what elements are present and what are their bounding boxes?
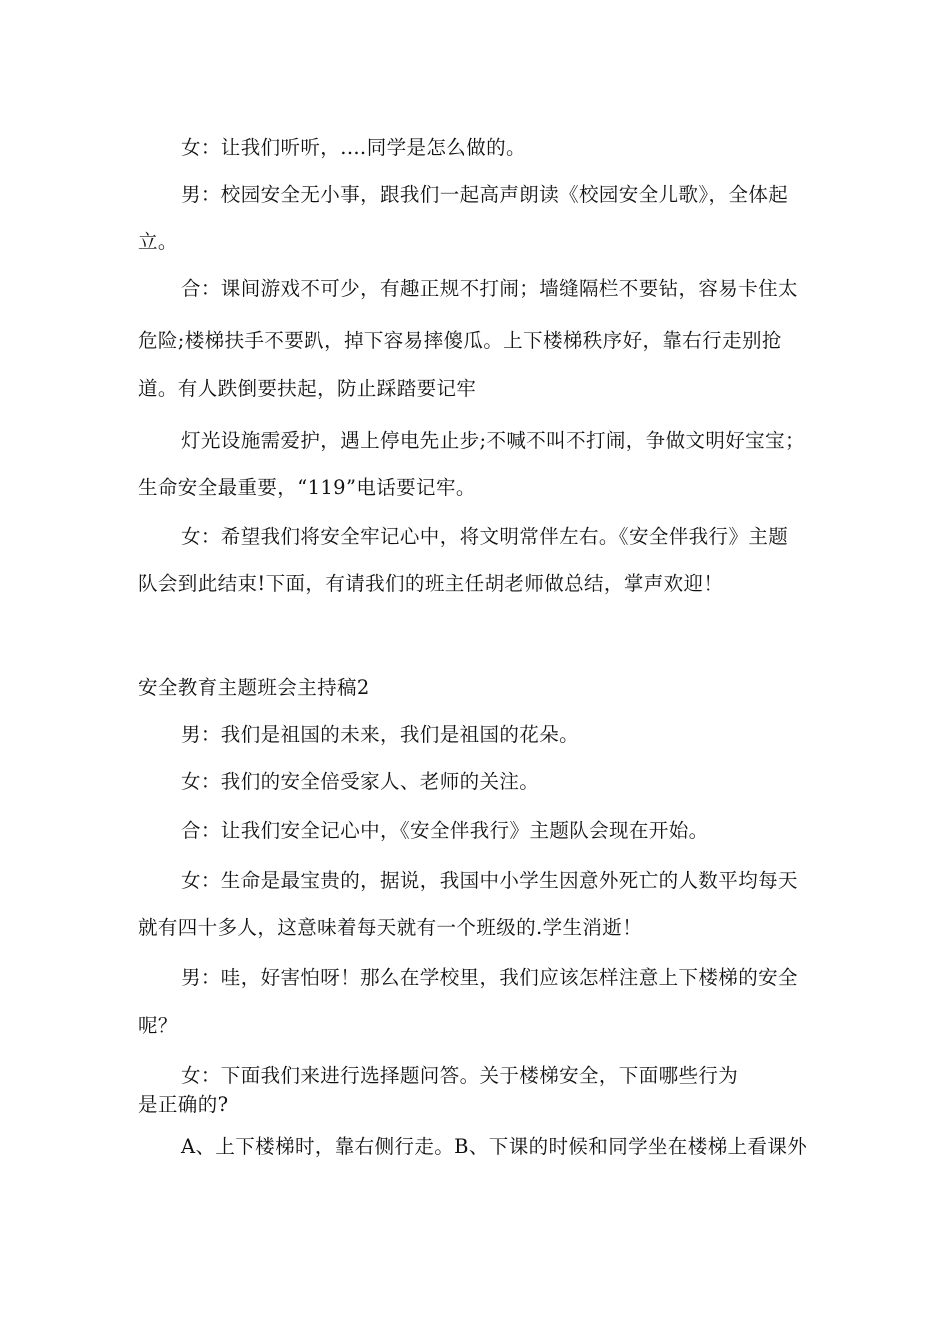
paragraph-line: 女：下面我们来进行选择题问答。关于楼梯安全，下面哪些行为: [181, 1064, 739, 1087]
paragraph-line: 队会到此结束!下面，有请我们的班主任胡老师做总结，掌声欢迎！: [138, 572, 724, 595]
paragraph-line: 女：希望我们将安全牢记心中，将文明常伴左右。《安全伴我行》主题: [181, 525, 789, 548]
paragraph-line: 呢？: [138, 1014, 178, 1037]
paragraph-line: 女：让我们听听，.…同学是怎么做的。: [181, 136, 526, 159]
paragraph-line: 合：课间游戏不可少，有趣正规不打闹；墙缝隔栏不要钻，容易卡住太: [181, 277, 798, 300]
paragraph-line: 就有四十多人，这意味着每天就有一个班级的.学生消逝！: [138, 916, 643, 939]
paragraph-line: A、上下楼梯时，靠右侧行走。B、下课的时候和同学坐在楼梯上看课外: [181, 1135, 808, 1158]
paragraph-line: 灯光设施需爱护，遇上停电先止步;不喊不叫不打闹，争做文明好宝宝；: [181, 429, 805, 452]
paragraph-line: 道。有人跌倒要扶起，防止踩踏要记牢: [138, 377, 477, 400]
paragraph-line: 女：生命是最宝贵的，据说，我国中小学生因意外死亡的人数平均每天: [181, 869, 798, 892]
paragraph-line: 男：我们是祖国的未来，我们是祖国的花朵。: [181, 723, 580, 746]
paragraph-line: 是正确的?: [138, 1093, 229, 1116]
paragraph-line: 男：校园安全无小事，跟我们一起高声朗读《校园安全儿歌》，全体起: [181, 183, 789, 206]
paragraph-line: 合：让我们安全记心中，《安全伴我行》主题队会现在开始。: [181, 819, 709, 842]
paragraph-line: 男：哇，好害怕呀！那么在学校里，我们应该怎样注意上下楼梯的安全: [181, 966, 798, 989]
paragraph-line: 生命安全最重要，“119”电话要记牢。: [138, 476, 476, 499]
paragraph-line: 女：我们的安全倍受家人、老师的关注。: [181, 770, 540, 793]
paragraph-line: 危险;楼梯扶手不要趴，掉下容易摔傻瓜。上下楼梯秩序好，靠右行走别抢: [138, 329, 782, 352]
section-heading: 安全教育主题班会主持稿2: [138, 676, 370, 699]
paragraph-line: 立。: [138, 230, 178, 253]
